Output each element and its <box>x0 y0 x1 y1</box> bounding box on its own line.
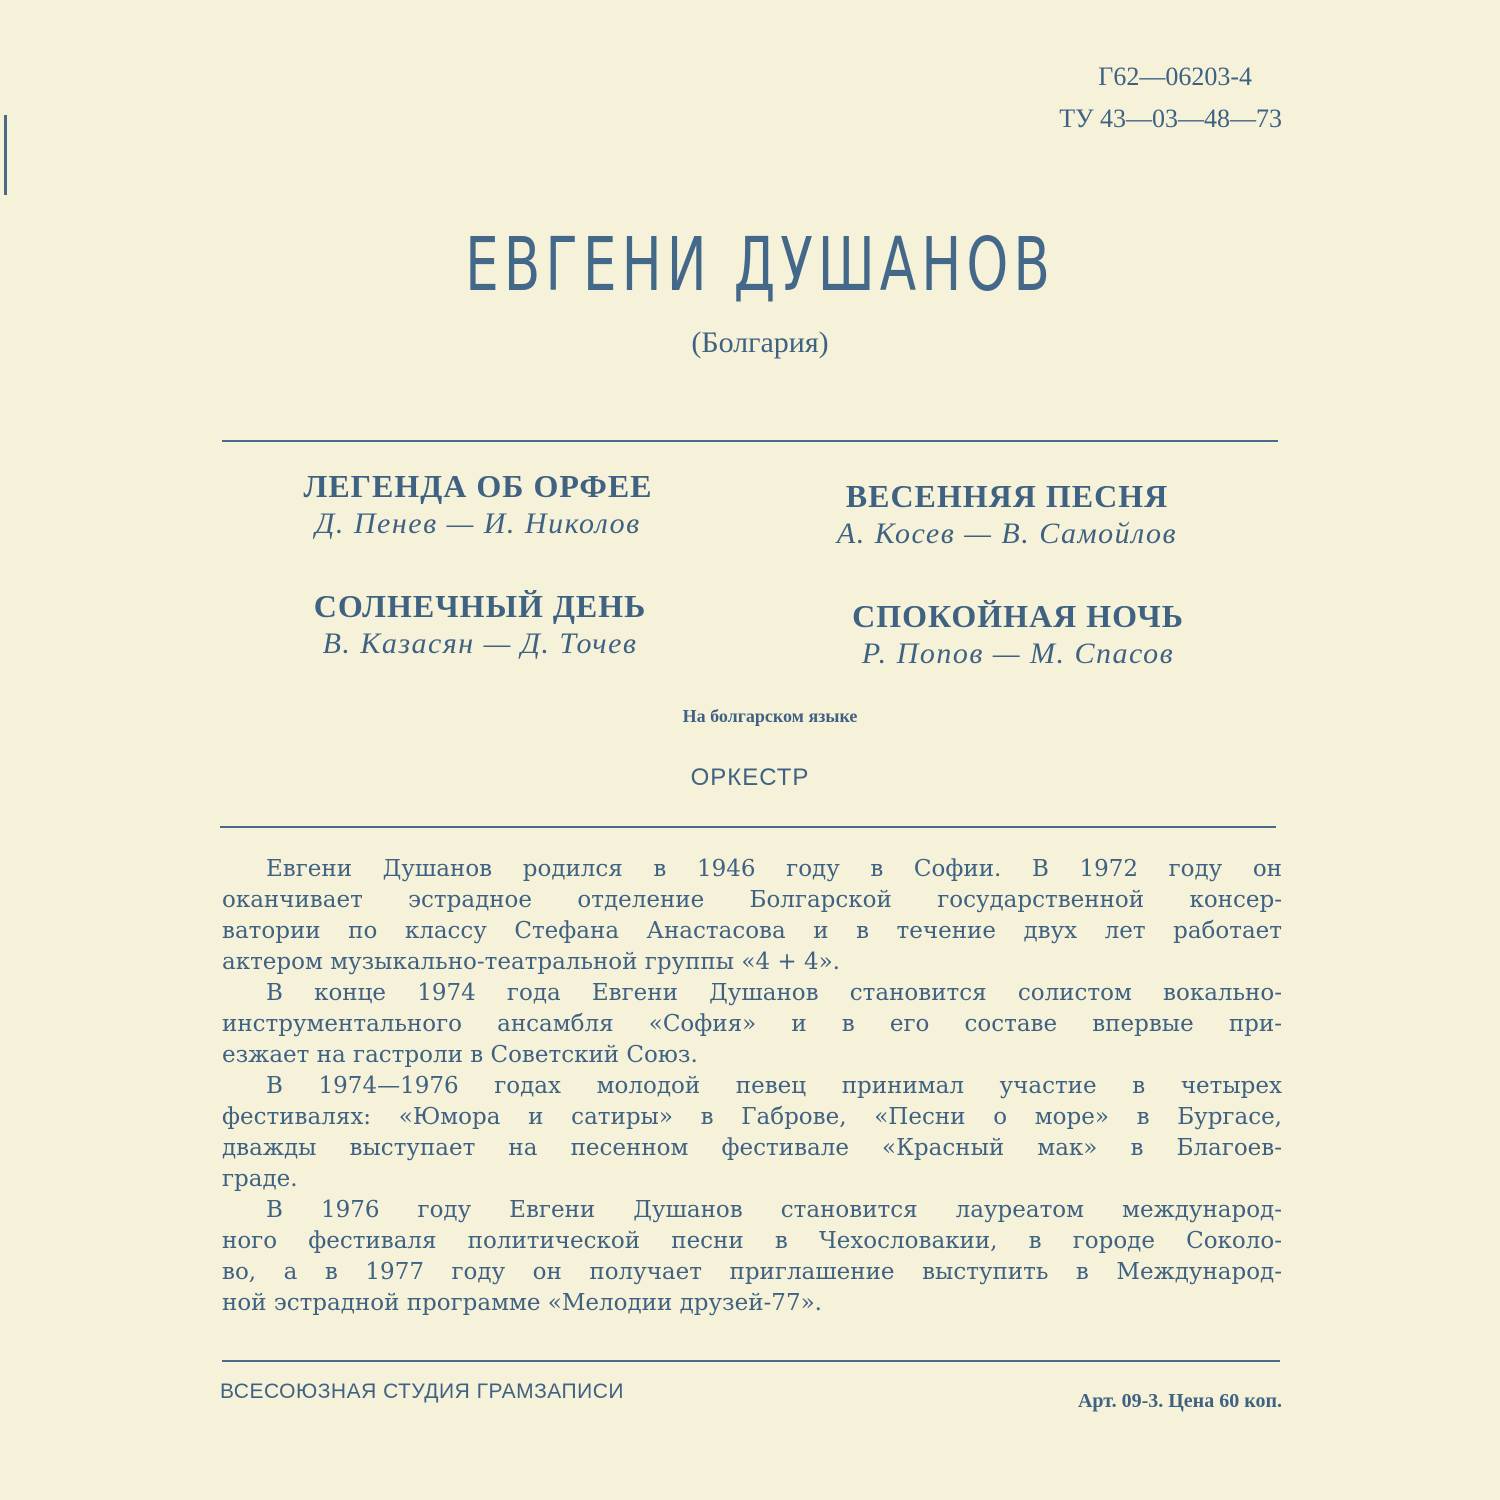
biography-line-text: граде. <box>222 1166 298 1192</box>
biography-text <box>222 854 1282 1319</box>
biography-line-text: Евгени Душанов родился в 1946 году в Софии. В 1972 году он <box>266 856 1282 882</box>
biography-line <box>222 1257 1282 1288</box>
biography-line-text: дважды выступает на песенном фестивале «Красный мак» в Благоев- <box>222 1135 1282 1161</box>
biography-line-text: В конце 1974 года Евгени Душанов становится солистом вокально- <box>266 980 1282 1006</box>
biography-line-text: во, а в 1977 году он получает приглашение выступить в Международ- <box>222 1259 1282 1285</box>
biography-line <box>222 1288 1282 1319</box>
orchestra-label: ОРКЕСТР <box>690 764 810 791</box>
divider-bottom <box>222 1360 1280 1362</box>
song-authors: А. Косев — В. Самойлов <box>836 517 1178 550</box>
biography-line <box>222 885 1282 916</box>
biography-line-text: езжает на гастроли в Советский Союз. <box>222 1042 698 1068</box>
biography-line-text: оканчивает эстрадное отделение Болгарской государственной консер- <box>222 887 1282 913</box>
studio-name: ВСЕСОЮЗНАЯ СТУДИЯ ГРАМЗАПИСИ <box>220 1380 624 1403</box>
article-price: Арт. 09-3. Цена 60 коп. <box>1077 1390 1282 1412</box>
song-title: СОЛНЕЧНЫЙ ДЕНЬ <box>313 588 647 624</box>
biography-line <box>222 1164 1282 1195</box>
biography-line-text: инструментального ансамбля «София» и в его составе впервые при- <box>222 1011 1282 1037</box>
artist-name: ЕВГЕНИ ДУШАНОВ <box>465 222 1055 308</box>
standard-number: ТУ 43—03—48—73 <box>1059 104 1282 133</box>
song-2 <box>727 478 1287 551</box>
biography-line <box>222 916 1282 947</box>
song-3 <box>200 588 760 661</box>
biography-line-text: ватории по классу Стефана Анастасова и в течение двух лет работает <box>222 918 1282 944</box>
biography-line <box>222 978 1282 1009</box>
biography-line <box>222 1071 1282 1102</box>
biography-line <box>222 947 1282 978</box>
biography-line <box>222 1133 1282 1164</box>
biography-line-text: ного фестиваля политической песни в Чехословакии, в городе Соколо- <box>222 1228 1282 1254</box>
biography-line-text: В 1974—1976 годах молодой певец принимал участие в четырех <box>266 1073 1282 1099</box>
biography-line <box>222 1040 1282 1071</box>
song-authors: В. Казасян — Д. Точев <box>322 627 638 660</box>
song-title: СПОКОЙНАЯ НОЧЬ <box>852 598 1184 634</box>
divider-top <box>222 440 1278 442</box>
biography-line <box>222 1102 1282 1133</box>
biography-line <box>222 1195 1282 1226</box>
language-note: На болгарском языке <box>682 706 858 726</box>
sleeve-edge-mark <box>4 115 7 195</box>
catalog-number: Г62—06203-4 <box>1098 62 1252 91</box>
song-1 <box>198 468 758 541</box>
artist-country: (Болгария) <box>691 326 829 359</box>
song-authors: Д. Пенев — И. Николов <box>315 507 641 540</box>
biography-line-text: ной эстрадной программе «Мелодии друзей-77». <box>222 1290 822 1316</box>
song-title: ЛЕГЕНДА ОБ ОРФЕЕ <box>303 468 653 504</box>
biography-line <box>222 1009 1282 1040</box>
biography-line <box>222 854 1282 885</box>
song-authors: Р. Попов — М. Спасов <box>861 637 1175 670</box>
song-title: ВЕСЕННЯЯ ПЕСНЯ <box>845 478 1169 514</box>
biography-line-text: В 1976 году Евгени Душанов становится лауреатом международ- <box>266 1197 1282 1223</box>
song-4 <box>738 598 1298 671</box>
divider-middle <box>220 826 1276 828</box>
biography-line <box>222 1226 1282 1257</box>
biography-line-text: фестивалях: «Юмора и сатиры» в Габрове, «Песни о море» в Бургасе, <box>222 1104 1282 1130</box>
biography-line-text: актером музыкально-театральной группы «4 + 4». <box>222 949 840 975</box>
